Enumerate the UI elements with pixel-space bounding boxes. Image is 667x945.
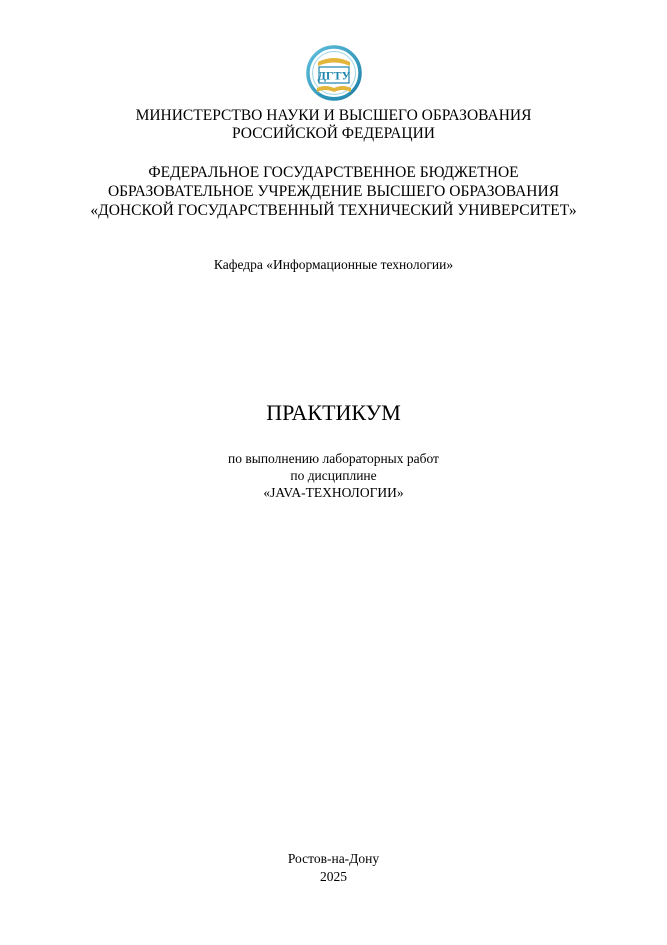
publication-city: Ростов-на-Дону (287, 851, 380, 866)
subtitle-line-1: по выполнению лабораторных работ (228, 451, 439, 466)
publication-year: 2025 (320, 869, 347, 884)
university-logo-emblem (305, 44, 363, 106)
subtitle-line-2: по дисциплине (290, 468, 377, 483)
university-line-2: ОБРАЗОВАТЕЛЬНОЕ УЧРЕЖДЕНИЕ ВЫСШЕГО ОБРАЗОВАНИЯ (107, 183, 560, 200)
subtitle-line-3: «JAVA-ТЕХНОЛОГИИ» (263, 485, 404, 500)
ministry-heading (0, 107, 667, 143)
university-line-1: ФЕДЕРАЛЬНОЕ ГОСУДАРСТВЕННОЕ БЮДЖЕТНОЕ (148, 164, 519, 181)
document-title (0, 400, 667, 426)
document-subtitle (0, 450, 667, 501)
department-text: Кафедра «Информационные технологии» (213, 257, 454, 272)
department-name (0, 256, 667, 273)
university-heading (0, 163, 667, 220)
logo-lettering: ДГТУ (317, 68, 351, 83)
university-line-3: «ДОНСКОЙ ГОСУДАРСТВЕННЫЙ ТЕХНИЧЕСКИЙ УНИВЕРСИТЕТ» (90, 202, 577, 219)
university-logo (305, 44, 363, 106)
publication-info (0, 850, 667, 886)
document-title-text: ПРАКТИКУМ (266, 400, 401, 425)
ministry-line-1: МИНИСТЕРСТВО НАУКИ И ВЫСШЕГО ОБРАЗОВАНИЯ (135, 107, 532, 124)
ministry-line-2: РОССИЙСКОЙ ФЕДЕРАЦИИ (232, 125, 435, 142)
